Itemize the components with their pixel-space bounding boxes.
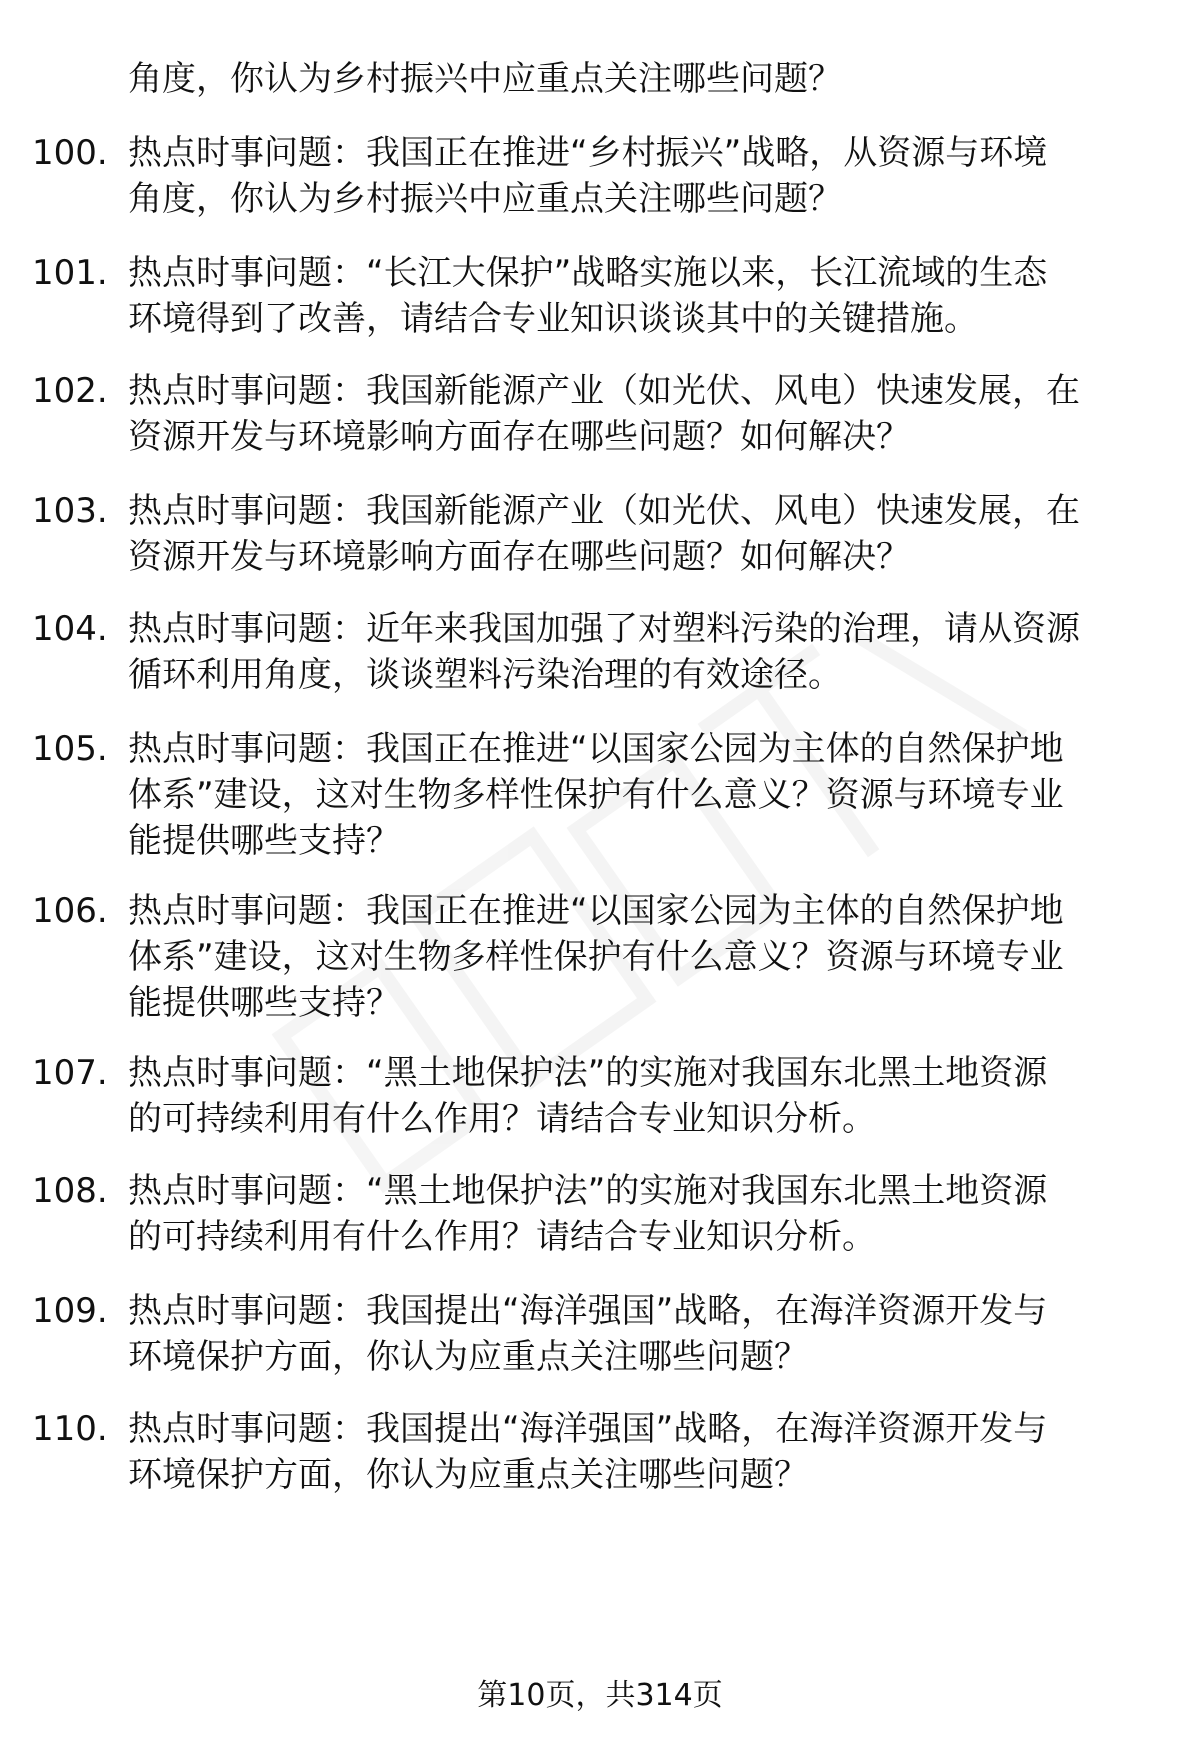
item-text-line: 资源开发与环境影响方面存在哪些问题？如何解决？	[128, 537, 910, 577]
item-text-line: 热点时事问题：我国正在推进“乡村振兴”战略，从资源与环境	[128, 133, 1048, 173]
item-number: 102.	[32, 371, 108, 411]
item-number: 103.	[32, 491, 108, 531]
item-text-line: 热点时事问题：“黑土地保护法”的实施对我国东北黑土地资源	[128, 1053, 1048, 1093]
item-text-line: 体系”建设，这对生物多样性保护有什么意义？资源与环境专业	[128, 775, 1064, 815]
item-text-line: 热点时事问题：“长江大保护”战略实施以来，长江流域的生态	[128, 253, 1048, 293]
item-number: 101.	[32, 253, 108, 293]
item-text-line: 环境保护方面，你认为应重点关注哪些问题？	[128, 1337, 808, 1377]
item-text-line: 热点时事问题：近年来我国加强了对塑料污染的治理，请从资源	[128, 609, 1080, 649]
page-footer: 第10页，共314页	[477, 1678, 723, 1713]
item-text-line: 热点时事问题：“黑土地保护法”的实施对我国东北黑土地资源	[128, 1171, 1048, 1211]
item-text-line: 热点时事问题：我国提出“海洋强国”战略，在海洋资源开发与	[128, 1291, 1048, 1331]
item-text-line: 体系”建设，这对生物多样性保护有什么意义？资源与环境专业	[128, 937, 1064, 977]
item-number: 109.	[32, 1291, 108, 1331]
item-text-line: 热点时事问题：我国提出“海洋强国”战略，在海洋资源开发与	[128, 1409, 1048, 1449]
item-number: 110.	[32, 1409, 108, 1449]
item-text-line: 环境得到了改善，请结合专业知识谈谈其中的关键措施。	[128, 299, 978, 339]
item-number: 107.	[32, 1053, 108, 1093]
item-number: 100.	[32, 133, 108, 173]
item-number: 106.	[32, 891, 108, 931]
item-text-line: 角度，你认为乡村振兴中应重点关注哪些问题？	[128, 179, 842, 219]
item-text-line: 热点时事问题：我国正在推进“以国家公园为主体的自然保护地	[128, 891, 1064, 931]
item-text-line: 的可持续利用有什么作用？请结合专业知识分析。	[128, 1099, 876, 1139]
item-text-line: 循环利用角度，谈谈塑料污染治理的有效途径。	[128, 655, 842, 695]
item-number: 108.	[32, 1171, 108, 1211]
item-text-line: 热点时事问题：我国新能源产业（如光伏、风电）快速发展，在	[128, 491, 1080, 531]
item-text-line: 能提供哪些支持？	[128, 821, 400, 861]
continuation-line: 角度，你认为乡村振兴中应重点关注哪些问题？	[128, 59, 842, 99]
item-text-line: 热点时事问题：我国新能源产业（如光伏、风电）快速发展，在	[128, 371, 1080, 411]
item-text-line: 环境保护方面，你认为应重点关注哪些问题？	[128, 1455, 808, 1495]
item-text-line: 热点时事问题：我国正在推进“以国家公园为主体的自然保护地	[128, 729, 1064, 769]
item-text-line: 资源开发与环境影响方面存在哪些问题？如何解决？	[128, 417, 910, 457]
item-number: 105.	[32, 729, 108, 769]
item-text-line: 能提供哪些支持？	[128, 983, 400, 1023]
item-text-line: 的可持续利用有什么作用？请结合专业知识分析。	[128, 1217, 876, 1257]
item-number: 104.	[32, 609, 108, 649]
